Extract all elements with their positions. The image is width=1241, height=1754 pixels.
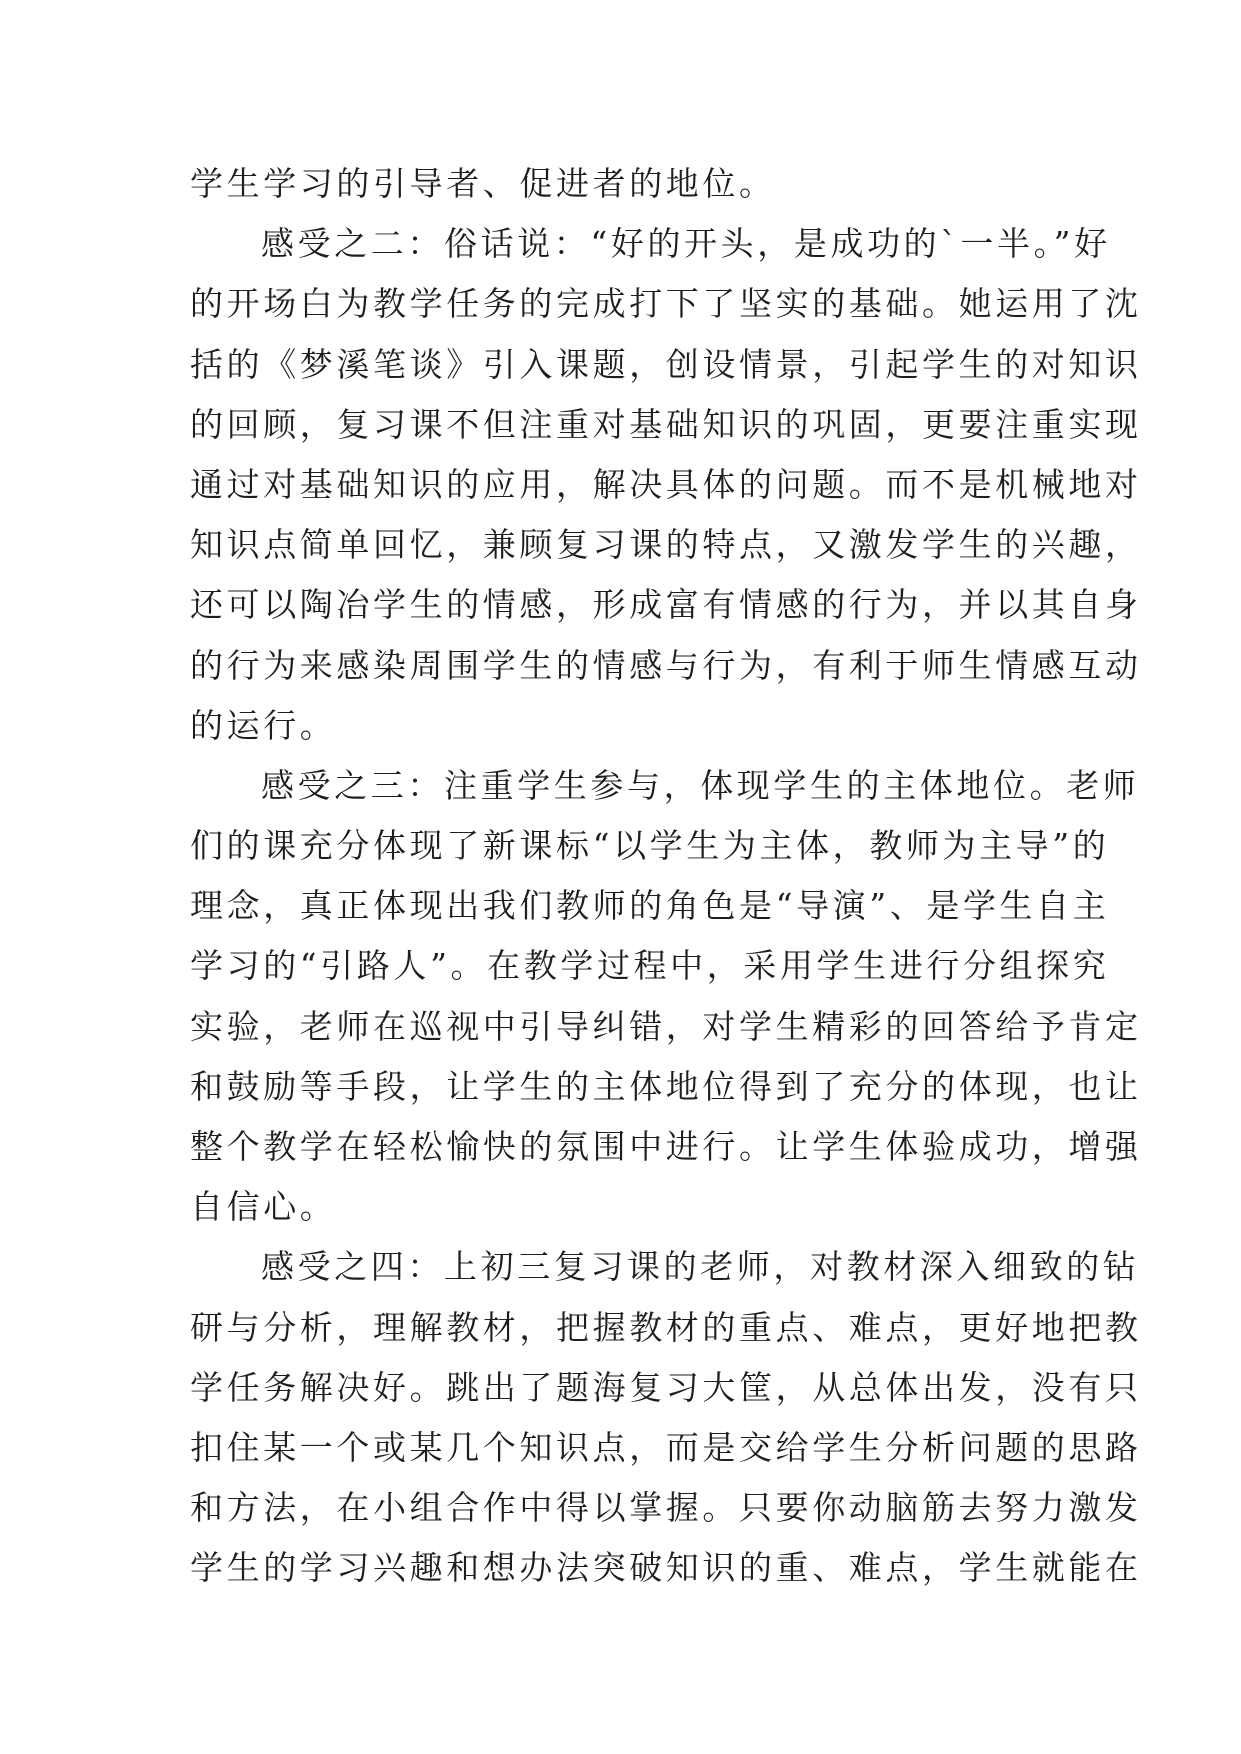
- text-line: 研与分析，理解教材，把握教材的重点、难点，更好地把教: [190, 1307, 1142, 1347]
- text-line: 括的《梦溪笔谈》引入课题，创设情景，引起学生的对知识: [190, 344, 1142, 384]
- body-text: [190, 154, 1142, 1599]
- text-line: 通过对基础知识的应用，解决具体的问题。而不是机械地对: [190, 464, 1142, 504]
- text-line: 的运行。: [190, 705, 337, 745]
- text-line: 的回顾，复习课不但注重对基础知识的巩固，更要注重实现: [190, 404, 1142, 444]
- text-line: 实验，老师在巡视中引导纠错，对学生精彩的回答给予肯定: [190, 1006, 1142, 1046]
- text-line: 扣住某一个或某几个知识点，而是交给学生分析问题的思路: [190, 1427, 1142, 1467]
- text-line: 们的课充分体现了新课标“以学生为主体，教师为主导”的: [190, 826, 1110, 866]
- paragraph-start-line: 感受之四：上初三复习课的老师，对教材深入细致的钻: [261, 1247, 1140, 1287]
- text-line: 理念，真正体现出我们教师的角色是“导演”、是学生自主: [190, 886, 1110, 926]
- text-line: 的开场白为教学任务的完成打下了坚实的基础。她运用了沈: [190, 284, 1142, 324]
- text-line: 自信心。: [190, 1187, 337, 1227]
- text-line: 的行为来感染周围学生的情感与行为，有利于师生情感互动: [190, 645, 1142, 685]
- paragraph-start-line: 感受之三：注重学生参与，体现学生的主体地位。老师: [261, 765, 1140, 805]
- text-line: 知识点简单回忆，兼顾复习课的特点，又激发学生的兴趣，: [190, 525, 1142, 565]
- text-line: 学任务解决好。跳出了题海复习大筐，从总体出发，没有只: [190, 1367, 1142, 1407]
- text-line: 和鼓励等手段，让学生的主体地位得到了充分的体现，也让: [190, 1066, 1142, 1106]
- text-line: 整个教学在轻松愉快的氛围中进行。让学生体验成功，增强: [190, 1127, 1142, 1166]
- paragraph-start-line: 感受之二：俗话说：“好的开头，是成功的`一半。”好: [261, 224, 1111, 264]
- text-line: 和方法，在小组合作中得以掌握。只要你动脑筋去努力激发: [190, 1488, 1142, 1528]
- text-line: 还可以陶冶学生的情感，形成富有情感的行为，并以其自身: [190, 585, 1142, 625]
- text-line: 学生的学习兴趣和想办法突破知识的重、难点，学生就能在: [190, 1548, 1142, 1588]
- text-line: 学习的“引路人”。在教学过程中，采用学生进行分组探究: [190, 946, 1110, 986]
- text-line: 学生学习的引导者、促进者的地位。: [190, 164, 776, 203]
